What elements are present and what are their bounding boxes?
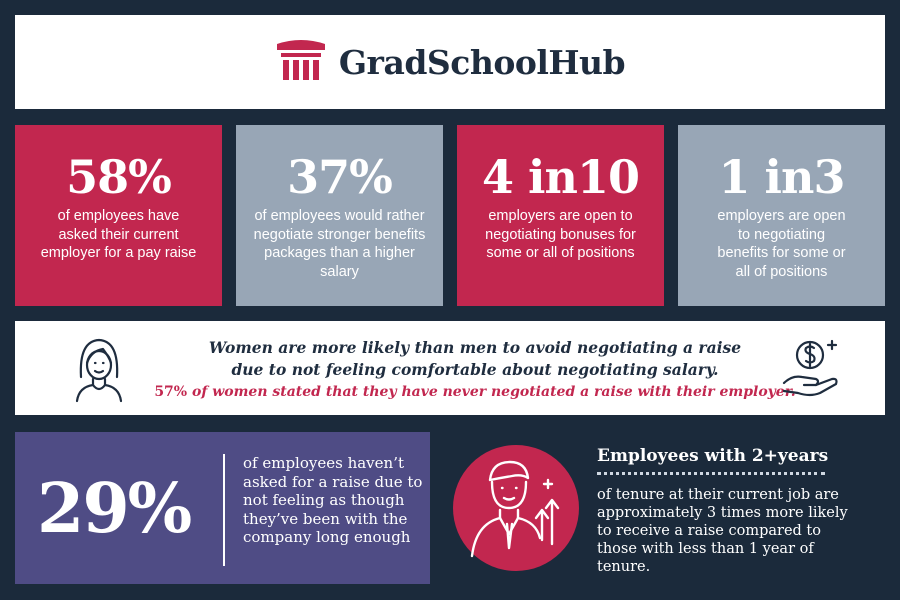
women-negotiation-band	[15, 321, 885, 415]
stat-value: 4 in10	[482, 150, 639, 204]
stat-description: of employees would rather negotiate stronger benefits packages than a higher salary	[253, 208, 426, 280]
logo-text: GradSchoolHub	[338, 42, 626, 82]
tenure-raise-percent: 29%	[37, 469, 191, 549]
stat-value: 58%	[66, 150, 171, 204]
tenure-raise-box	[15, 432, 430, 584]
stat-card-benefits	[236, 125, 443, 306]
women-statistic	[115, 384, 835, 400]
women-statement-line-2: due to not feeling comfortable about negotiating salary.	[231, 360, 719, 379]
coin-in-hand-icon	[780, 331, 850, 406]
header-banner	[15, 15, 885, 109]
stat-description: of employees have asked their current employer for a pay raise	[40, 208, 197, 261]
tenure-title: Employees with 2+years	[597, 446, 829, 466]
tenure-raise-description: of employees haven’t asked for a raise due to not feeling as though they’ve been with the company long enough	[243, 454, 423, 546]
stat-description: employers are open to negotiating benefits for some or all of positions	[717, 208, 846, 280]
stat-card-benefits-positions	[678, 125, 885, 306]
graduation-building-logo-icon	[275, 38, 327, 87]
divider	[223, 454, 225, 566]
stat-description: employers are open to negotiating bonuses for some or all of positions	[485, 208, 636, 261]
women-stat-percent: 57%	[154, 384, 188, 400]
women-stat-text: of women stated that they have never negotiated a raise with their employer.	[191, 384, 796, 400]
tenure-description: of tenure at their current job are approximately 3 times more likely to receive a raise compared to those with less than 1 year of tenure.	[597, 487, 848, 575]
stat-value: 1 in3	[718, 150, 845, 204]
stat-card-pay-raise	[15, 125, 222, 306]
dotted-divider	[597, 472, 825, 475]
businessman-growth-icon	[452, 444, 580, 577]
stat-value: 37%	[287, 150, 392, 204]
logo[interactable]	[275, 38, 625, 87]
women-statement-line-1: Women are more likely than men to avoid negotiating a raise	[208, 338, 742, 357]
stat-card-bonuses	[457, 125, 664, 306]
